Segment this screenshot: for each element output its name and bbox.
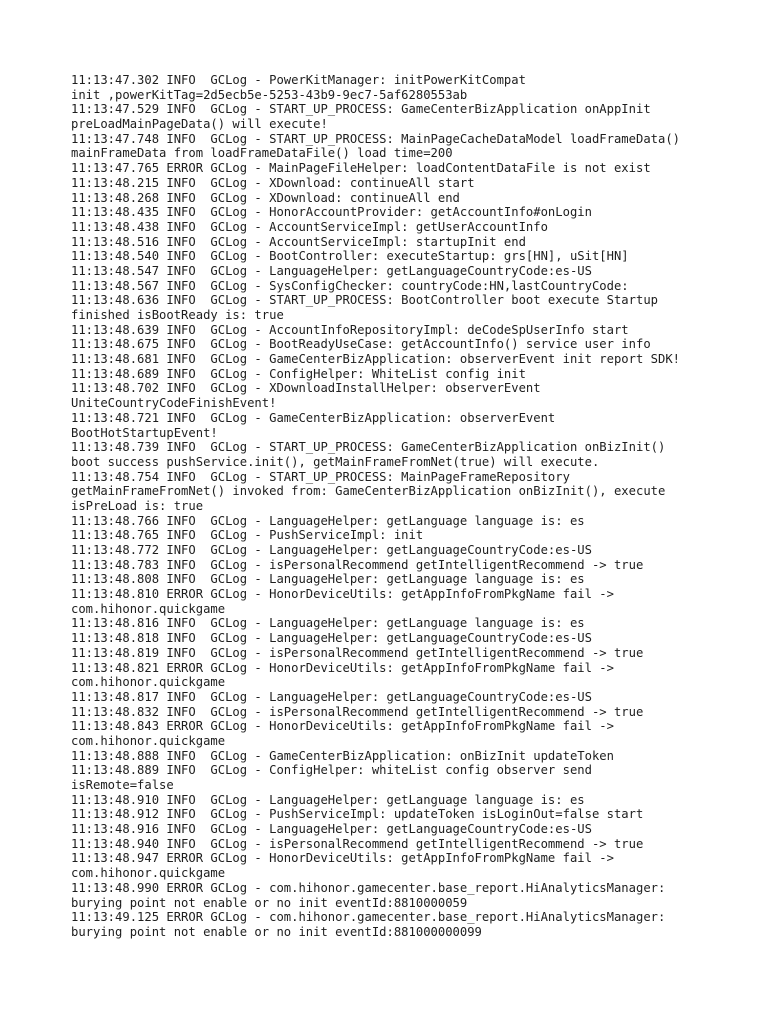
log-line: 11:13:48.816 INFO GCLog - LanguageHelper: getLanguage language is: es xyxy=(71,616,585,631)
log-line: 11:13:48.940 INFO GCLog - isPersonalRecommend getIntelligentRecommend -> true xyxy=(71,836,644,851)
log-line: 11:13:48.681 INFO GCLog - GameCenterBizApplication: observerEvent init report SDK! xyxy=(71,352,681,367)
log-line: 11:13:48.947 ERROR GCLog - HonorDeviceUtils: getAppInfoFromPkgName fail -> xyxy=(71,851,614,866)
log-line: 11:13:48.675 INFO GCLog - BootReadyUseCase: getAccountInfo() service user info xyxy=(71,337,651,352)
log-line: 11:13:48.754 INFO GCLog - START_UP_PROCESS: MainPageFrameRepository xyxy=(71,469,570,484)
log-line: getMainFrameFromNet() invoked from: GameCenterBizApplication onBizInit(), execute xyxy=(71,484,666,499)
log-line: 11:13:48.772 INFO GCLog - LanguageHelper: getLanguageCountryCode:es-US xyxy=(71,543,592,557)
log-line: 11:13:48.916 INFO GCLog - LanguageHelper: getLanguageCountryCode:es-US xyxy=(71,822,592,837)
log-line: 11:13:48.268 INFO GCLog - XDownload: continueAll end xyxy=(71,190,460,205)
log-line: 11:13:48.912 INFO GCLog - PushServiceImpl: updateToken isLoginOut=false start xyxy=(71,807,644,822)
log-line: 11:13:47.302 INFO GCLog - PowerKitManager: initPowerKitCompat xyxy=(71,73,526,87)
log-line: 11:13:47.765 ERROR GCLog - MainPageFileHelper: loadContentDataFile is not exist xyxy=(71,161,651,176)
log-line: 11:13:47.529 INFO GCLog - START_UP_PROCESS: GameCenterBizApplication onAppInit xyxy=(71,102,651,117)
log-line: isPreLoad is: true xyxy=(71,498,204,513)
log-line: 11:13:48.435 INFO GCLog - HonorAccountProvider: getAccountInfo#onLogin xyxy=(71,205,592,220)
log-line: 11:13:48.889 INFO GCLog - ConfigHelper: whiteList config observer send xyxy=(71,763,592,778)
log-line: 11:13:48.910 INFO GCLog - LanguageHelper: getLanguage language is: es xyxy=(71,792,585,807)
log-line: 11:13:48.516 INFO GCLog - AccountServiceImpl: startupInit end xyxy=(71,234,526,249)
log-line: burying point not enable or no init eventId:881000000099 xyxy=(71,924,482,939)
log-line: 11:13:48.765 INFO GCLog - PushServiceImpl: init xyxy=(71,528,424,543)
log-line: 11:13:48.832 INFO GCLog - isPersonalRecommend getIntelligentRecommend -> true xyxy=(71,704,644,719)
log-line: mainFrameData from loadFrameDataFile() load time=200 xyxy=(71,146,453,161)
log-line: 11:13:48.689 INFO GCLog - ConfigHelper: WhiteList config init xyxy=(71,366,526,381)
log-line: com.hihonor.quickgame xyxy=(71,601,226,616)
log-line: com.hihonor.quickgame xyxy=(71,866,226,881)
log-line: preLoadMainPageData() will execute! xyxy=(71,117,328,132)
log-line: 11:13:48.990 ERROR GCLog - com.hihonor.gamecenter.base_report.HiAnalyticsManager: xyxy=(71,880,666,895)
log-line: 11:13:48.702 INFO GCLog - XDownloadInstallHelper: observerEvent xyxy=(71,381,541,396)
log-line: 11:13:48.808 INFO GCLog - LanguageHelper: getLanguage language is: es xyxy=(71,572,585,587)
log-line: 11:13:48.821 ERROR GCLog - HonorDeviceUtils: getAppInfoFromPkgName fail -> xyxy=(71,660,614,675)
log-line: 11:13:48.639 INFO GCLog - AccountInfoRepositoryImpl: deCodeSpUserInfo start xyxy=(71,322,629,337)
log-line: 11:13:48.888 INFO GCLog - GameCenterBizApplication: onBizInit updateToken xyxy=(71,748,614,763)
log-line: UniteCountryCodeFinishEvent! xyxy=(71,396,277,411)
log-line: burying point not enable or no init eventId:8810000059 xyxy=(71,895,468,910)
log-line: 11:13:48.636 INFO GCLog - START_UP_PROCESS: BootController boot execute Startup xyxy=(71,293,658,308)
log-line: 11:13:48.810 ERROR GCLog - HonorDeviceUtils: getAppInfoFromPkgName fail -> xyxy=(71,587,614,602)
log-line: 11:13:48.567 INFO GCLog - SysConfigChecker: countryCode:HN,lastCountryCode: xyxy=(71,278,629,293)
log-line: 11:13:48.540 INFO GCLog - BootController: executeStartup: grs[HN], uSit[HN] xyxy=(71,249,629,264)
log-line: com.hihonor.quickgame xyxy=(71,675,226,690)
log-line: 11:13:47.748 INFO GCLog - START_UP_PROCESS: MainPageCacheDataModel loadFrameData() xyxy=(71,131,681,146)
log-line: 11:13:49.125 ERROR GCLog - com.hihonor.gamecenter.base_report.HiAnalyticsManager: xyxy=(71,910,666,925)
log-line: 11:13:48.817 INFO GCLog - LanguageHelper: getLanguageCountryCode:es-US xyxy=(71,689,592,704)
log-line: 11:13:48.547 INFO GCLog - LanguageHelper: getLanguageCountryCode:es-US xyxy=(71,263,592,278)
log-line: 11:13:48.818 INFO GCLog - LanguageHelper: getLanguageCountryCode:es-US xyxy=(71,631,592,646)
log-line: 11:13:48.766 INFO GCLog - LanguageHelper: getLanguage language is: es xyxy=(71,513,585,528)
log-line: boot success pushService.init(), getMainFrameFromNet(true) will execute. xyxy=(71,454,600,469)
log-line: BootHotStartupEvent! xyxy=(71,425,218,440)
log-line: 11:13:48.843 ERROR GCLog - HonorDeviceUtils: getAppInfoFromPkgName fail -> xyxy=(71,719,614,734)
log-document xyxy=(71,73,761,940)
log-line: finished isBootReady is: true xyxy=(71,308,284,322)
log-line: init ,powerKitTag=2d5ecb5e-5253-43b9-9ec7-5af6280553ab xyxy=(71,87,468,102)
log-line: 11:13:48.783 INFO GCLog - isPersonalRecommend getIntelligentRecommend -> true xyxy=(71,557,644,572)
log-line: isRemote=false xyxy=(71,778,174,792)
log-line: 11:13:48.819 INFO GCLog - isPersonalRecommend getIntelligentRecommend -> true xyxy=(71,645,644,660)
log-line: com.hihonor.quickgame xyxy=(71,733,226,748)
log-line: 11:13:48.215 INFO GCLog - XDownload: continueAll start xyxy=(71,175,475,190)
log-line: 11:13:48.438 INFO GCLog - AccountServiceImpl: getUserAccountInfo xyxy=(71,219,548,234)
log-line: 11:13:48.721 INFO GCLog - GameCenterBizApplication: observerEvent xyxy=(71,410,556,425)
log-line: 11:13:48.739 INFO GCLog - START_UP_PROCESS: GameCenterBizApplication onBizInit() xyxy=(71,440,666,455)
